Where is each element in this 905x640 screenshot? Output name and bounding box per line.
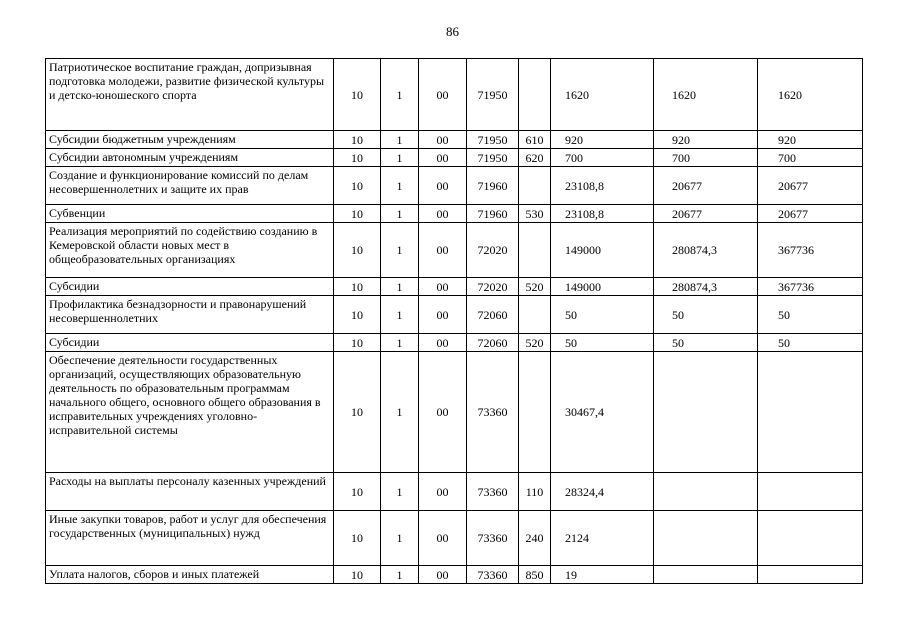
sum1-cell: 50 [551, 334, 654, 352]
table-row [46, 131, 863, 149]
razdel-cell: 10 [334, 334, 381, 352]
sum2-cell: 280874,3 [654, 223, 758, 278]
row-name-cell: Создание и функционирование комиссий по делам несовершеннолетних и защите их прав [46, 167, 334, 205]
sum1-cell: 23108,8 [551, 167, 654, 205]
sum1-cell: 28324,4 [551, 473, 654, 511]
row-name-cell: Иные закупки товаров, работ и услуг для обеспечения государственных (муниципальных) нужд [46, 511, 334, 566]
sum2-cell [654, 566, 758, 584]
razdel-cell: 10 [334, 59, 381, 131]
podrazdel-cell: 1 [381, 167, 419, 205]
code-cell: 72060 [467, 296, 519, 334]
sum2-cell [654, 473, 758, 511]
sum3-cell [758, 511, 863, 566]
sum1-cell: 23108,8 [551, 205, 654, 223]
sum3-cell: 50 [758, 334, 863, 352]
row-name-cell: Уплата налогов, сборов и иных платежей [46, 566, 334, 584]
program-cell: 00 [419, 223, 467, 278]
table-row [46, 205, 863, 223]
row-name-cell: Расходы на выплаты персоналу казенных учреждений [46, 473, 334, 511]
program-cell: 00 [419, 149, 467, 167]
code-cell: 72020 [467, 223, 519, 278]
sum3-cell: 50 [758, 296, 863, 334]
code-cell: 71950 [467, 131, 519, 149]
code-cell: 73360 [467, 566, 519, 584]
row-name-cell: Субсидии [46, 334, 334, 352]
table-row [46, 149, 863, 167]
podrazdel-cell: 1 [381, 566, 419, 584]
razdel-cell: 10 [334, 352, 381, 473]
sum1-cell: 149000 [551, 223, 654, 278]
code-cell: 71950 [467, 59, 519, 131]
budget-table [45, 58, 863, 584]
sum1-cell: 700 [551, 149, 654, 167]
vid-cell: 520 [519, 334, 551, 352]
sum1-cell: 30467,4 [551, 352, 654, 473]
vid-cell: 610 [519, 131, 551, 149]
sum1-cell: 920 [551, 131, 654, 149]
sum2-cell [654, 511, 758, 566]
program-cell: 00 [419, 511, 467, 566]
sum2-cell: 20677 [654, 205, 758, 223]
program-cell: 00 [419, 296, 467, 334]
sum3-cell: 1620 [758, 59, 863, 131]
table-row [46, 352, 863, 473]
program-cell: 00 [419, 167, 467, 205]
podrazdel-cell: 1 [381, 59, 419, 131]
vid-cell [519, 296, 551, 334]
code-cell: 73360 [467, 511, 519, 566]
program-cell: 00 [419, 205, 467, 223]
sum2-cell: 700 [654, 149, 758, 167]
sum3-cell [758, 473, 863, 511]
sum1-cell: 19 [551, 566, 654, 584]
vid-cell [519, 59, 551, 131]
sum3-cell [758, 352, 863, 473]
vid-cell: 240 [519, 511, 551, 566]
vid-cell: 530 [519, 205, 551, 223]
code-cell: 73360 [467, 473, 519, 511]
sum3-cell [758, 566, 863, 584]
row-name-cell: Профилактика безнадзорности и правонарушений несовершеннолетних [46, 296, 334, 334]
podrazdel-cell: 1 [381, 334, 419, 352]
sum2-cell: 920 [654, 131, 758, 149]
podrazdel-cell: 1 [381, 223, 419, 278]
code-cell: 73360 [467, 352, 519, 473]
podrazdel-cell: 1 [381, 278, 419, 296]
podrazdel-cell: 1 [381, 205, 419, 223]
razdel-cell: 10 [334, 473, 381, 511]
page-number: 86 [446, 24, 459, 39]
sum3-cell: 367736 [758, 223, 863, 278]
vid-cell: 110 [519, 473, 551, 511]
sum2-cell: 20677 [654, 167, 758, 205]
row-name-cell: Субсидии бюджетным учреждениям [46, 131, 334, 149]
table-row [46, 334, 863, 352]
podrazdel-cell: 1 [381, 296, 419, 334]
razdel-cell: 10 [334, 131, 381, 149]
program-cell: 00 [419, 278, 467, 296]
sum3-cell: 700 [758, 149, 863, 167]
sum1-cell: 2124 [551, 511, 654, 566]
code-cell: 72060 [467, 334, 519, 352]
program-cell: 00 [419, 352, 467, 473]
row-name-cell: Субсидии автономным учреждениям [46, 149, 334, 167]
program-cell: 00 [419, 473, 467, 511]
sum2-cell: 50 [654, 334, 758, 352]
program-cell: 00 [419, 566, 467, 584]
vid-cell [519, 167, 551, 205]
row-name-cell: Субвенции [46, 205, 334, 223]
razdel-cell: 10 [334, 296, 381, 334]
table-row [46, 473, 863, 511]
code-cell: 71960 [467, 205, 519, 223]
code-cell: 72020 [467, 278, 519, 296]
razdel-cell: 10 [334, 223, 381, 278]
table-row [46, 511, 863, 566]
podrazdel-cell: 1 [381, 149, 419, 167]
razdel-cell: 10 [334, 511, 381, 566]
row-name-cell: Патриотическое воспитание граждан, допризывная подготовка молодежи, развитие физической культуры и детско-юношеского спорта [46, 59, 334, 131]
sum2-cell: 280874,3 [654, 278, 758, 296]
sum1-cell: 1620 [551, 59, 654, 131]
vid-cell: 520 [519, 278, 551, 296]
razdel-cell: 10 [334, 566, 381, 584]
podrazdel-cell: 1 [381, 131, 419, 149]
table-row [46, 167, 863, 205]
vid-cell [519, 223, 551, 278]
table-row [46, 296, 863, 334]
sum2-cell [654, 352, 758, 473]
table-row [46, 278, 863, 296]
vid-cell: 850 [519, 566, 551, 584]
row-name-cell: Обеспечение деятельности государственных организаций, осуществляющих образовательную деятельность по образовательным программам начального общего, основного общего образования в исправительных учреждениях уголовно-исправительной системы [46, 352, 334, 473]
vid-cell: 620 [519, 149, 551, 167]
table-body [46, 59, 863, 584]
program-cell: 00 [419, 334, 467, 352]
sum3-cell: 920 [758, 131, 863, 149]
sum3-cell: 20677 [758, 205, 863, 223]
row-name-cell: Реализация мероприятий по содействию созданию в Кемеровской области новых мест в общеобразовательных организациях [46, 223, 334, 278]
code-cell: 71950 [467, 149, 519, 167]
program-cell: 00 [419, 131, 467, 149]
table-row [46, 59, 863, 131]
podrazdel-cell: 1 [381, 352, 419, 473]
podrazdel-cell: 1 [381, 511, 419, 566]
razdel-cell: 10 [334, 167, 381, 205]
sum1-cell: 50 [551, 296, 654, 334]
table-row [46, 566, 863, 584]
sum1-cell: 149000 [551, 278, 654, 296]
sum2-cell: 1620 [654, 59, 758, 131]
table-row [46, 223, 863, 278]
razdel-cell: 10 [334, 149, 381, 167]
podrazdel-cell: 1 [381, 473, 419, 511]
razdel-cell: 10 [334, 205, 381, 223]
code-cell: 71960 [467, 167, 519, 205]
sum3-cell: 367736 [758, 278, 863, 296]
row-name-cell: Субсидии [46, 278, 334, 296]
program-cell: 00 [419, 59, 467, 131]
razdel-cell: 10 [334, 278, 381, 296]
vid-cell [519, 352, 551, 473]
sum3-cell: 20677 [758, 167, 863, 205]
sum2-cell: 50 [654, 296, 758, 334]
